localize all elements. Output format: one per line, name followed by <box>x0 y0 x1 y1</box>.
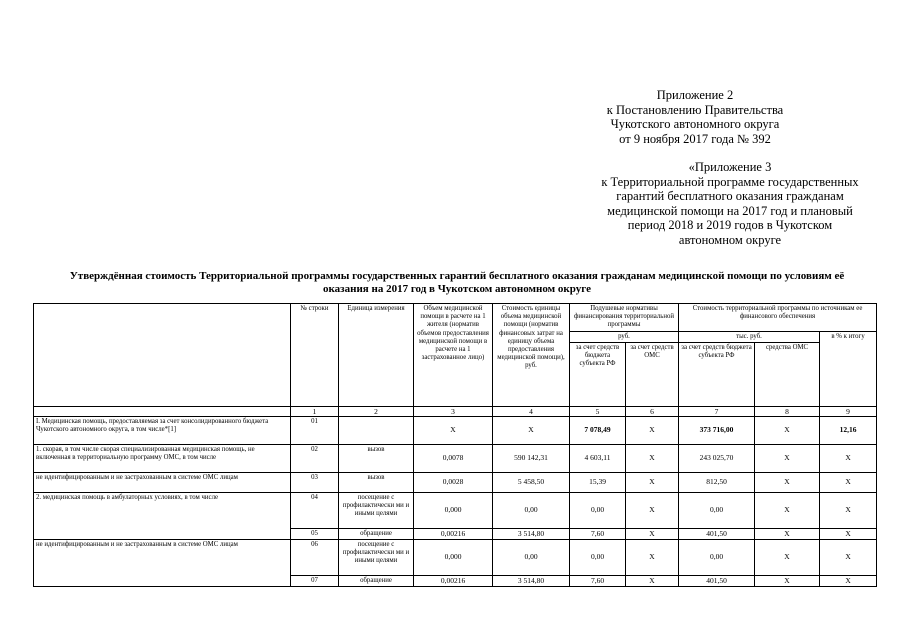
row-no: 07 <box>291 576 339 587</box>
row-volume: 0,000 <box>414 540 493 576</box>
row-budget-rf-total: 401,50 <box>679 528 755 539</box>
row-no: 05 <box>291 528 339 539</box>
table-row <box>34 492 877 528</box>
header-cost-unit: Стоимость единицы объема медицинской помощи (норматив финансовых затрат на единицу объема предоставления медицинской помощи), руб. <box>493 304 570 407</box>
appendix-3-line: «Приложение 3 <box>688 160 772 174</box>
table-row <box>34 444 877 472</box>
column-number: 1 <box>291 406 339 416</box>
cost-table <box>33 303 877 587</box>
row-oms: Х <box>626 472 679 492</box>
row-pct: Х <box>820 472 877 492</box>
row-volume: 0,0028 <box>414 472 493 492</box>
header-rub: руб. <box>570 331 679 342</box>
table-row <box>34 472 877 492</box>
appendix-2-line: Приложение 2 <box>656 88 734 102</box>
row-volume: Х <box>414 416 493 444</box>
row-oms-total: Х <box>755 416 820 444</box>
header-oms-2: средства ОМС <box>755 342 820 406</box>
title-line: оказания на 2017 год в Чукотском автономном округе <box>323 283 591 295</box>
row-pct: 12,16 <box>820 416 877 444</box>
header-per-capita: Подушевые нормативы финансирования территориальной программы <box>570 304 679 332</box>
row-volume: 0,0078 <box>414 444 493 472</box>
row-budget-rf-total: 812,50 <box>679 472 755 492</box>
row-volume: 0,00216 <box>414 576 493 587</box>
column-number: 5 <box>570 406 626 416</box>
row-pct: Х <box>820 540 877 576</box>
row-pct: Х <box>820 576 877 587</box>
row-oms-total: Х <box>755 528 820 539</box>
table-row <box>34 416 877 444</box>
header-row-no: № строки <box>291 304 339 407</box>
row-budget-rf-total: 0,00 <box>679 492 755 528</box>
row-oms: Х <box>626 492 679 528</box>
row-unit: вызов <box>339 472 414 492</box>
row-cost-unit: 3 514,80 <box>493 528 570 539</box>
row-no: 01 <box>291 416 339 444</box>
row-budget-rf-total: 0,00 <box>679 540 755 576</box>
header-pct: в % к итогу <box>820 331 877 406</box>
appendix-2-line: Чукотского автономного округа <box>610 117 780 131</box>
appendix-3-line: медицинской помощи на 2017 год и плановый <box>607 203 853 218</box>
header-row <box>34 304 877 332</box>
row-budget-rf-total: 401,50 <box>679 576 755 587</box>
row-budget-rf-total: 243 025,70 <box>679 444 755 472</box>
header-thous-rub: тыс. руб. <box>679 331 820 342</box>
row-budget-rf: 7,60 <box>570 576 626 587</box>
table-row <box>34 540 877 576</box>
header-oms: за счет средств ОМС <box>626 342 679 406</box>
row-oms: Х <box>626 444 679 472</box>
row-no: 04 <box>291 492 339 528</box>
row-volume: 0,000 <box>414 492 493 528</box>
appendix-3-line: период 2018 и 2019 годов в Чукотском <box>627 218 833 232</box>
row-name: не идентифицированным и не застрахованным в системе ОМС лицам <box>34 472 291 492</box>
column-number: 3 <box>414 406 493 416</box>
row-oms: Х <box>626 540 679 576</box>
row-cost-unit: 0,00 <box>493 540 570 576</box>
row-cost-unit: 3 514,80 <box>493 576 570 587</box>
row-unit <box>339 416 414 444</box>
row-budget-rf: 7 078,49 <box>570 416 626 444</box>
row-oms-total: Х <box>755 472 820 492</box>
row-cost-unit: 5 458,50 <box>493 472 570 492</box>
row-name: I. Медицинская помощь, предоставляемая за счет консолидированного бюджета Чукотского автономного округа, в том числе*[1] <box>34 416 291 444</box>
row-cost-unit: 590 142,31 <box>493 444 570 472</box>
column-number: 6 <box>626 406 679 416</box>
column-number-empty <box>34 406 291 416</box>
row-cost-unit: 0,00 <box>493 492 570 528</box>
appendix-3-line: гарантий бесплатного оказания гражданам <box>616 189 844 203</box>
appendix-2-line: от 9 ноября 2017 года № 392 <box>619 131 771 146</box>
document-title <box>32 270 882 296</box>
row-name: не идентифицированным и не застрахованным в системе ОМС лицам <box>34 540 291 587</box>
header-name-cell <box>34 304 291 407</box>
row-oms-total: Х <box>755 444 820 472</box>
row-name: 1. скорая, в том числе скорая специализированная медицинская помощь, не включенная в территориальную программу ОМС, в том числе <box>34 444 291 472</box>
appendix-2-header <box>560 88 830 146</box>
row-budget-rf: 0,00 <box>570 492 626 528</box>
row-pct: Х <box>820 528 877 539</box>
row-cost-unit: Х <box>493 416 570 444</box>
row-no: 03 <box>291 472 339 492</box>
column-number: 2 <box>339 406 414 416</box>
row-unit: посещение с профилактически ми и иными целями <box>339 492 414 528</box>
row-budget-rf-total: 373 716,00 <box>679 416 755 444</box>
row-oms-total: Х <box>755 576 820 587</box>
row-oms-total: Х <box>755 540 820 576</box>
header-unit: Единица измерения <box>339 304 414 407</box>
row-no: 02 <box>291 444 339 472</box>
column-number-row <box>34 406 877 416</box>
row-budget-rf: 0,00 <box>570 540 626 576</box>
row-oms-total: Х <box>755 492 820 528</box>
row-unit: посещение с профилактически ми и иными целями <box>339 540 414 576</box>
column-number: 8 <box>755 406 820 416</box>
column-number: 7 <box>679 406 755 416</box>
column-number: 4 <box>493 406 570 416</box>
row-volume: 0,00216 <box>414 528 493 539</box>
row-unit: обращение <box>339 576 414 587</box>
header-cost-program: Стоимость территориальной программы по источникам ее финансового обеспечения <box>679 304 877 332</box>
appendix-2-line: к Постановлению Правительства <box>606 102 784 117</box>
row-name: 2. медицинская помощь в амбулаторных условиях, в том числе <box>34 492 291 539</box>
header-budget-rf-2: за счет средств бюджета субъекта РФ <box>679 342 755 406</box>
appendix-3-header <box>585 160 875 247</box>
row-unit: вызов <box>339 444 414 472</box>
row-budget-rf: 4 603,11 <box>570 444 626 472</box>
title-line: Утверждённая стоимость Территориальной программы государственных гарантий бесплатного оказания гражданам медицинской помощи по условиям её <box>69 270 845 282</box>
appendix-3-line: автономном округе <box>678 232 782 247</box>
row-unit: обращение <box>339 528 414 539</box>
header-volume: Объем медицинской помощи в расчете на 1 жителя (норматив объемов предоставления медицинской помощи в расчете на 1 застрахованное лицо) <box>414 304 493 407</box>
header-budget-rf: за счет средств бюджета субъекта РФ <box>570 342 626 406</box>
appendix-3-line: к Территориальной программе государственных <box>601 174 859 189</box>
row-pct: Х <box>820 444 877 472</box>
row-oms: Х <box>626 576 679 587</box>
row-budget-rf: 15,39 <box>570 472 626 492</box>
row-oms: Х <box>626 528 679 539</box>
row-pct: Х <box>820 492 877 528</box>
row-no: 06 <box>291 540 339 576</box>
row-oms: Х <box>626 416 679 444</box>
column-number: 9 <box>820 406 877 416</box>
row-budget-rf: 7,60 <box>570 528 626 539</box>
